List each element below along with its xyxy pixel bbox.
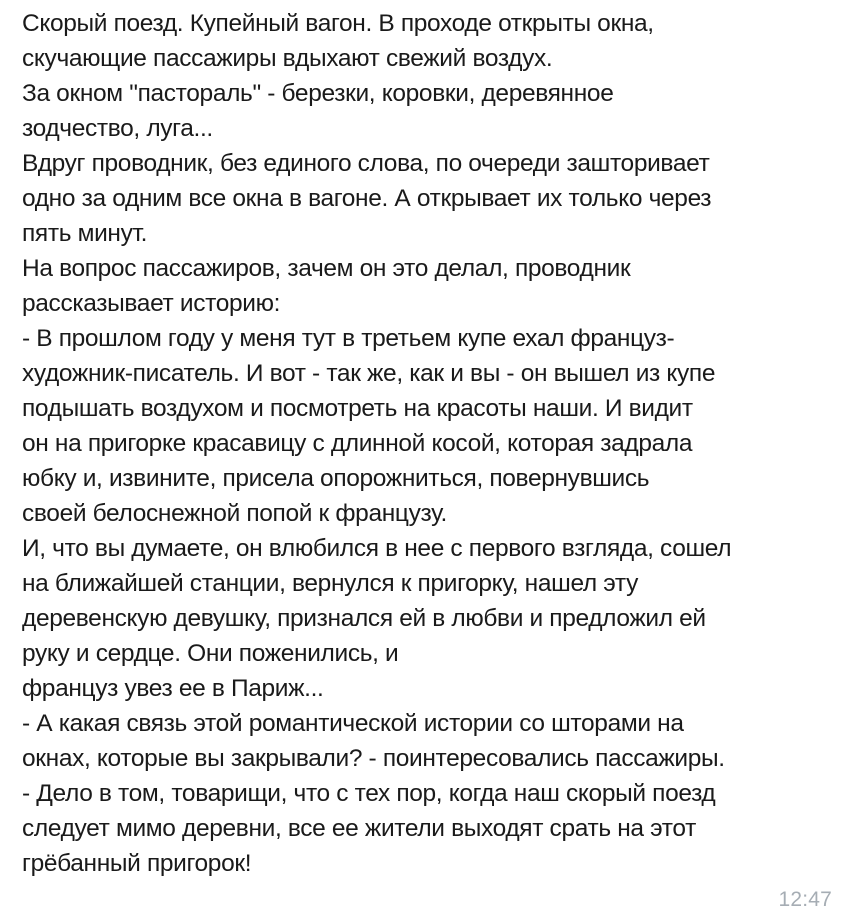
message-line: И, что вы думаете, он влюбился в нее с первого взгляда, сошел [22, 535, 732, 562]
message-line: - В прошлом году у меня тут в третьем купе ехал француз- [22, 325, 675, 352]
message-line: За окном "пастораль" - березки, коровки, деревянное [22, 80, 614, 107]
message-line: подышать воздухом и посмотреть на красоты наши. И видит [22, 395, 693, 422]
message-line: - Дело в том, товарищи, что с тех пор, когда наш скорый поезд [22, 780, 716, 807]
message-line: художник-писатель. И вот - так же, как и вы - он вышел из купе [22, 360, 716, 387]
message-line: грёбанный пригорок! [22, 850, 252, 877]
message-timestamp: 12:47 [778, 888, 832, 911]
message-line: своей белоснежной попой к французу. [22, 500, 448, 527]
message-line: окнах, которые вы закрывали? - поинтересовались пассажиры. [22, 745, 725, 772]
message-line: скучающие пассажиры вдыхают свежий воздух. [22, 45, 553, 72]
message-line: Скорый поезд. Купейный вагон. В проходе открыты окна, [22, 10, 654, 37]
message-line: на ближайшей станции, вернулся к пригорку, нашел эту [22, 570, 638, 597]
message-line: одно за одним все окна в вагоне. А открывает их только через [22, 185, 712, 212]
message-text [22, 6, 842, 881]
message-line: он на пригорке красавицу с длинной косой, которая задрала [22, 430, 693, 457]
message-line: пять минут. [22, 220, 148, 247]
message-line: - А какая связь этой романтической истории со шторами на [22, 710, 684, 737]
message-line: француз увез ее в Париж... [22, 675, 324, 702]
message-line: рассказывает историю: [22, 290, 281, 317]
message-line: следует мимо деревни, все ее жители выходят срать на этот [22, 815, 696, 842]
message-line: деревенскую девушку, признался ей в любви и предложил ей [22, 605, 706, 632]
message-line: На вопрос пассажиров, зачем он это делал, проводник [22, 255, 631, 282]
message-line: руку и сердце. Они поженились, и [22, 640, 399, 667]
message-line: зодчество, луга... [22, 115, 213, 142]
message-line: юбку и, извините, присела опорожниться, повернувшись [22, 465, 650, 492]
message-line: Вдруг проводник, без единого слова, по очереди зашторивает [22, 150, 710, 177]
